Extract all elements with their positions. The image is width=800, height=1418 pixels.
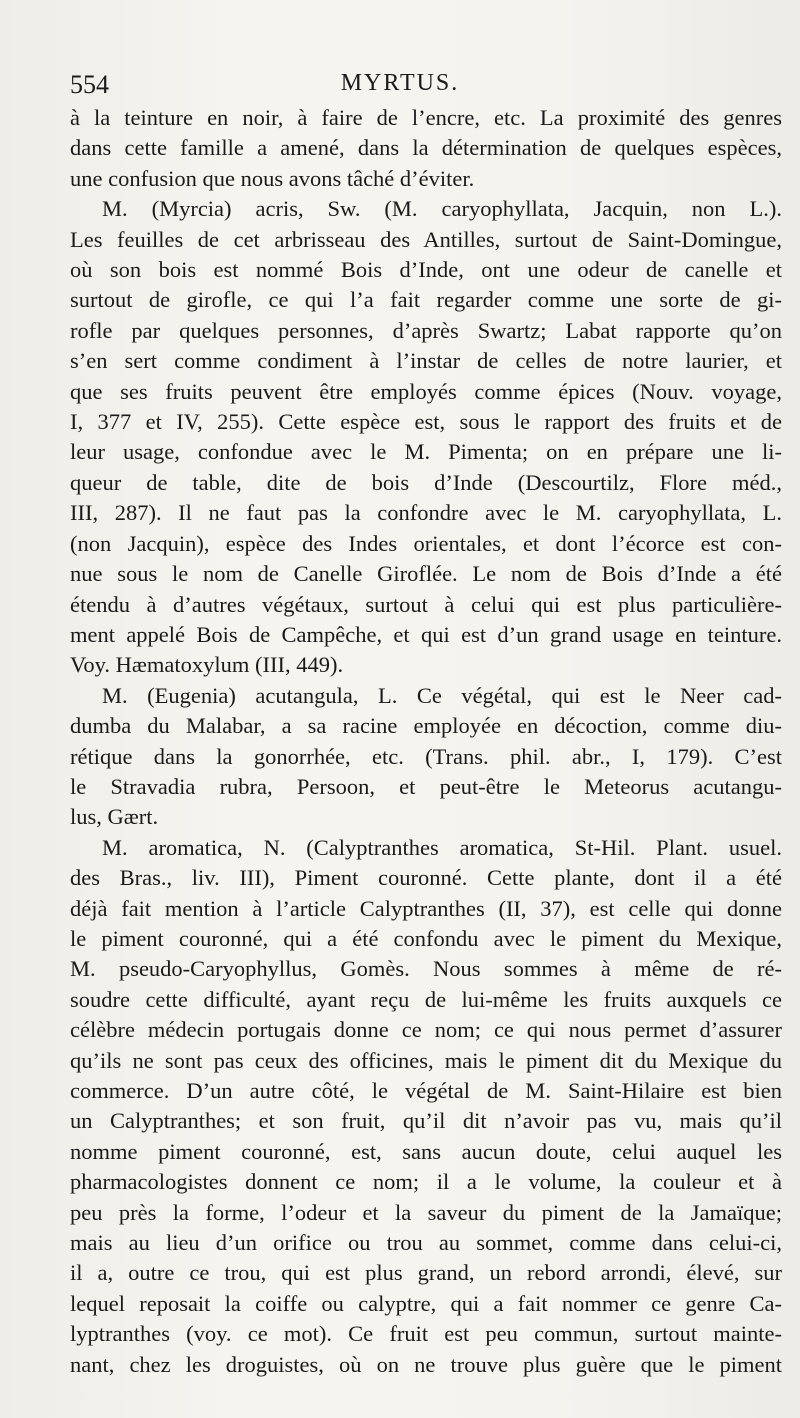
text-line: M. pseudo-Caryophyllus, Gomès. Nous sommes à même de ré- [70, 956, 782, 982]
text-line: dumba du Malabar, a sa racine employée en décoction, comme diu- [70, 713, 782, 739]
text-line: Les feuilles de cet arbrisseau des Antilles, surtout de Saint-Domingue, [70, 226, 782, 252]
entry-heading-line: M. (Myrcia) acris, Sw. (M. caryophyllata, Jacquin, non L.). [102, 196, 782, 222]
text-line: un Calyptranthes; et son fruit, qu’il dit n’avoir pas vu, mais qu’il [70, 1108, 782, 1134]
text-line: dans cette famille a amené, dans la détermination de quelques espèces, [70, 135, 782, 161]
text-line: étendu à d’autres végétaux, surtout à celui qui est plus particulière- [70, 591, 782, 617]
text-line: que ses fruits peuvent être employés comme épices (Nouv. voyage, [70, 378, 782, 404]
text-line: mais au lieu d’un orifice ou trou au sommet, comme dans celui-ci, [70, 1230, 782, 1256]
text-line: peu près la forme, l’odeur et la saveur du piment de la Jamaïque; [70, 1199, 782, 1225]
text-line: lus, Gært. [70, 804, 159, 830]
text-line: rofle par quelques personnes, d’après Swartz; Labat rapporte qu’on [70, 317, 782, 343]
body-text [70, 103, 782, 1380]
text-line: déjà fait mention à l’article Calyptranthes (II, 37), est celle qui donne [70, 895, 782, 921]
text-line: lequel reposait la coiffe ou calyptre, qui a fait nommer ce genre Ca- [70, 1290, 782, 1316]
text-line: nant, chez les droguistes, où on ne trouve plus guère que le piment [70, 1351, 782, 1377]
text-line: célèbre médecin portugais donne ce nom; ce qui nous permet d’assurer [70, 1017, 782, 1043]
text-line: le piment couronné, qui a été confondu avec le piment du Mexique, [70, 925, 782, 951]
text-line: nomme piment couronné, est, sans aucun doute, celui auquel les [70, 1138, 782, 1164]
text-line: le Stravadia rubra, Persoon, et peut-être le Meteorus acutangu- [70, 773, 782, 799]
text-line: ment appelé Bois de Campêche, et qui est d’un grand usage en teinture. [70, 621, 782, 647]
text-line: Voy. Hæmatoxylum (III, 449). [70, 652, 344, 678]
text-line: surtout de girofle, ce qui l’a fait regarder comme une sorte de gi- [70, 287, 782, 313]
text-line: queur de table, dite de bois d’Inde (Descourtilz, Flore méd., [70, 469, 782, 495]
running-title: MYRTUS. [340, 70, 460, 96]
text-line: s’en sert comme condiment à l’instar de celles de notre laurier, et [70, 348, 782, 374]
text-line: nue sous le nom de Canelle Giroflée. Le nom de Bois d’Inde a été [70, 561, 782, 587]
entry-heading-line: M. aromatica, N. (Calyptranthes aromatica, St-Hil. Plant. usuel. [102, 834, 782, 860]
text-line: (non Jacquin), espèce des Indes orientales, et dont l’écorce est con- [70, 530, 782, 556]
text-line: à la teinture en noir, à faire de l’encre, etc. La proximité des genres [70, 105, 782, 130]
text-line: rétique dans la gonorrhée, etc. (Trans. phil. abr., I, 179). C’est [70, 743, 782, 769]
text-line: pharmacologistes donnent ce nom; il a le volume, la couleur et à [70, 1169, 782, 1195]
text-line: une confusion que nous avons tâché d’éviter. [70, 165, 475, 191]
text-line: qu’ils ne sont pas ceux des officines, mais le piment dit du Mexique du [70, 1047, 782, 1073]
entry-heading-line: M. (Eugenia) acutangula, L. Ce végétal, qui est le Neer cad- [102, 682, 782, 708]
text-line: III, 287). Il ne faut pas la confondre avec le M. caryophyllata, L. [70, 500, 782, 526]
page-number: 554 [70, 70, 109, 99]
text-line: commerce. D’un autre côté, le végétal de M. Saint-Hilaire est bien [70, 1078, 782, 1103]
text-line: soudre cette difficulté, ayant reçu de lui-même les fruits auxquels ce [70, 986, 782, 1012]
text-line: il a, outre ce trou, qui est plus grand, un rebord arrondi, élevé, sur [70, 1260, 782, 1286]
text-line: I, 377 et IV, 255). Cette espèce est, sous le rapport des fruits et de [70, 409, 782, 435]
page-header [70, 70, 770, 104]
text-line: leur usage, confondue avec le M. Pimenta; on en prépare une li- [70, 439, 782, 465]
text-line: lyptranthes (voy. ce mot). Ce fruit est peu commun, surtout mainte- [70, 1321, 782, 1347]
text-line: où son bois est nommé Bois d’Inde, ont une odeur de canelle et [70, 257, 782, 283]
text-line: des Bras., liv. III), Piment couronné. Cette plante, dont il a été [70, 865, 782, 891]
